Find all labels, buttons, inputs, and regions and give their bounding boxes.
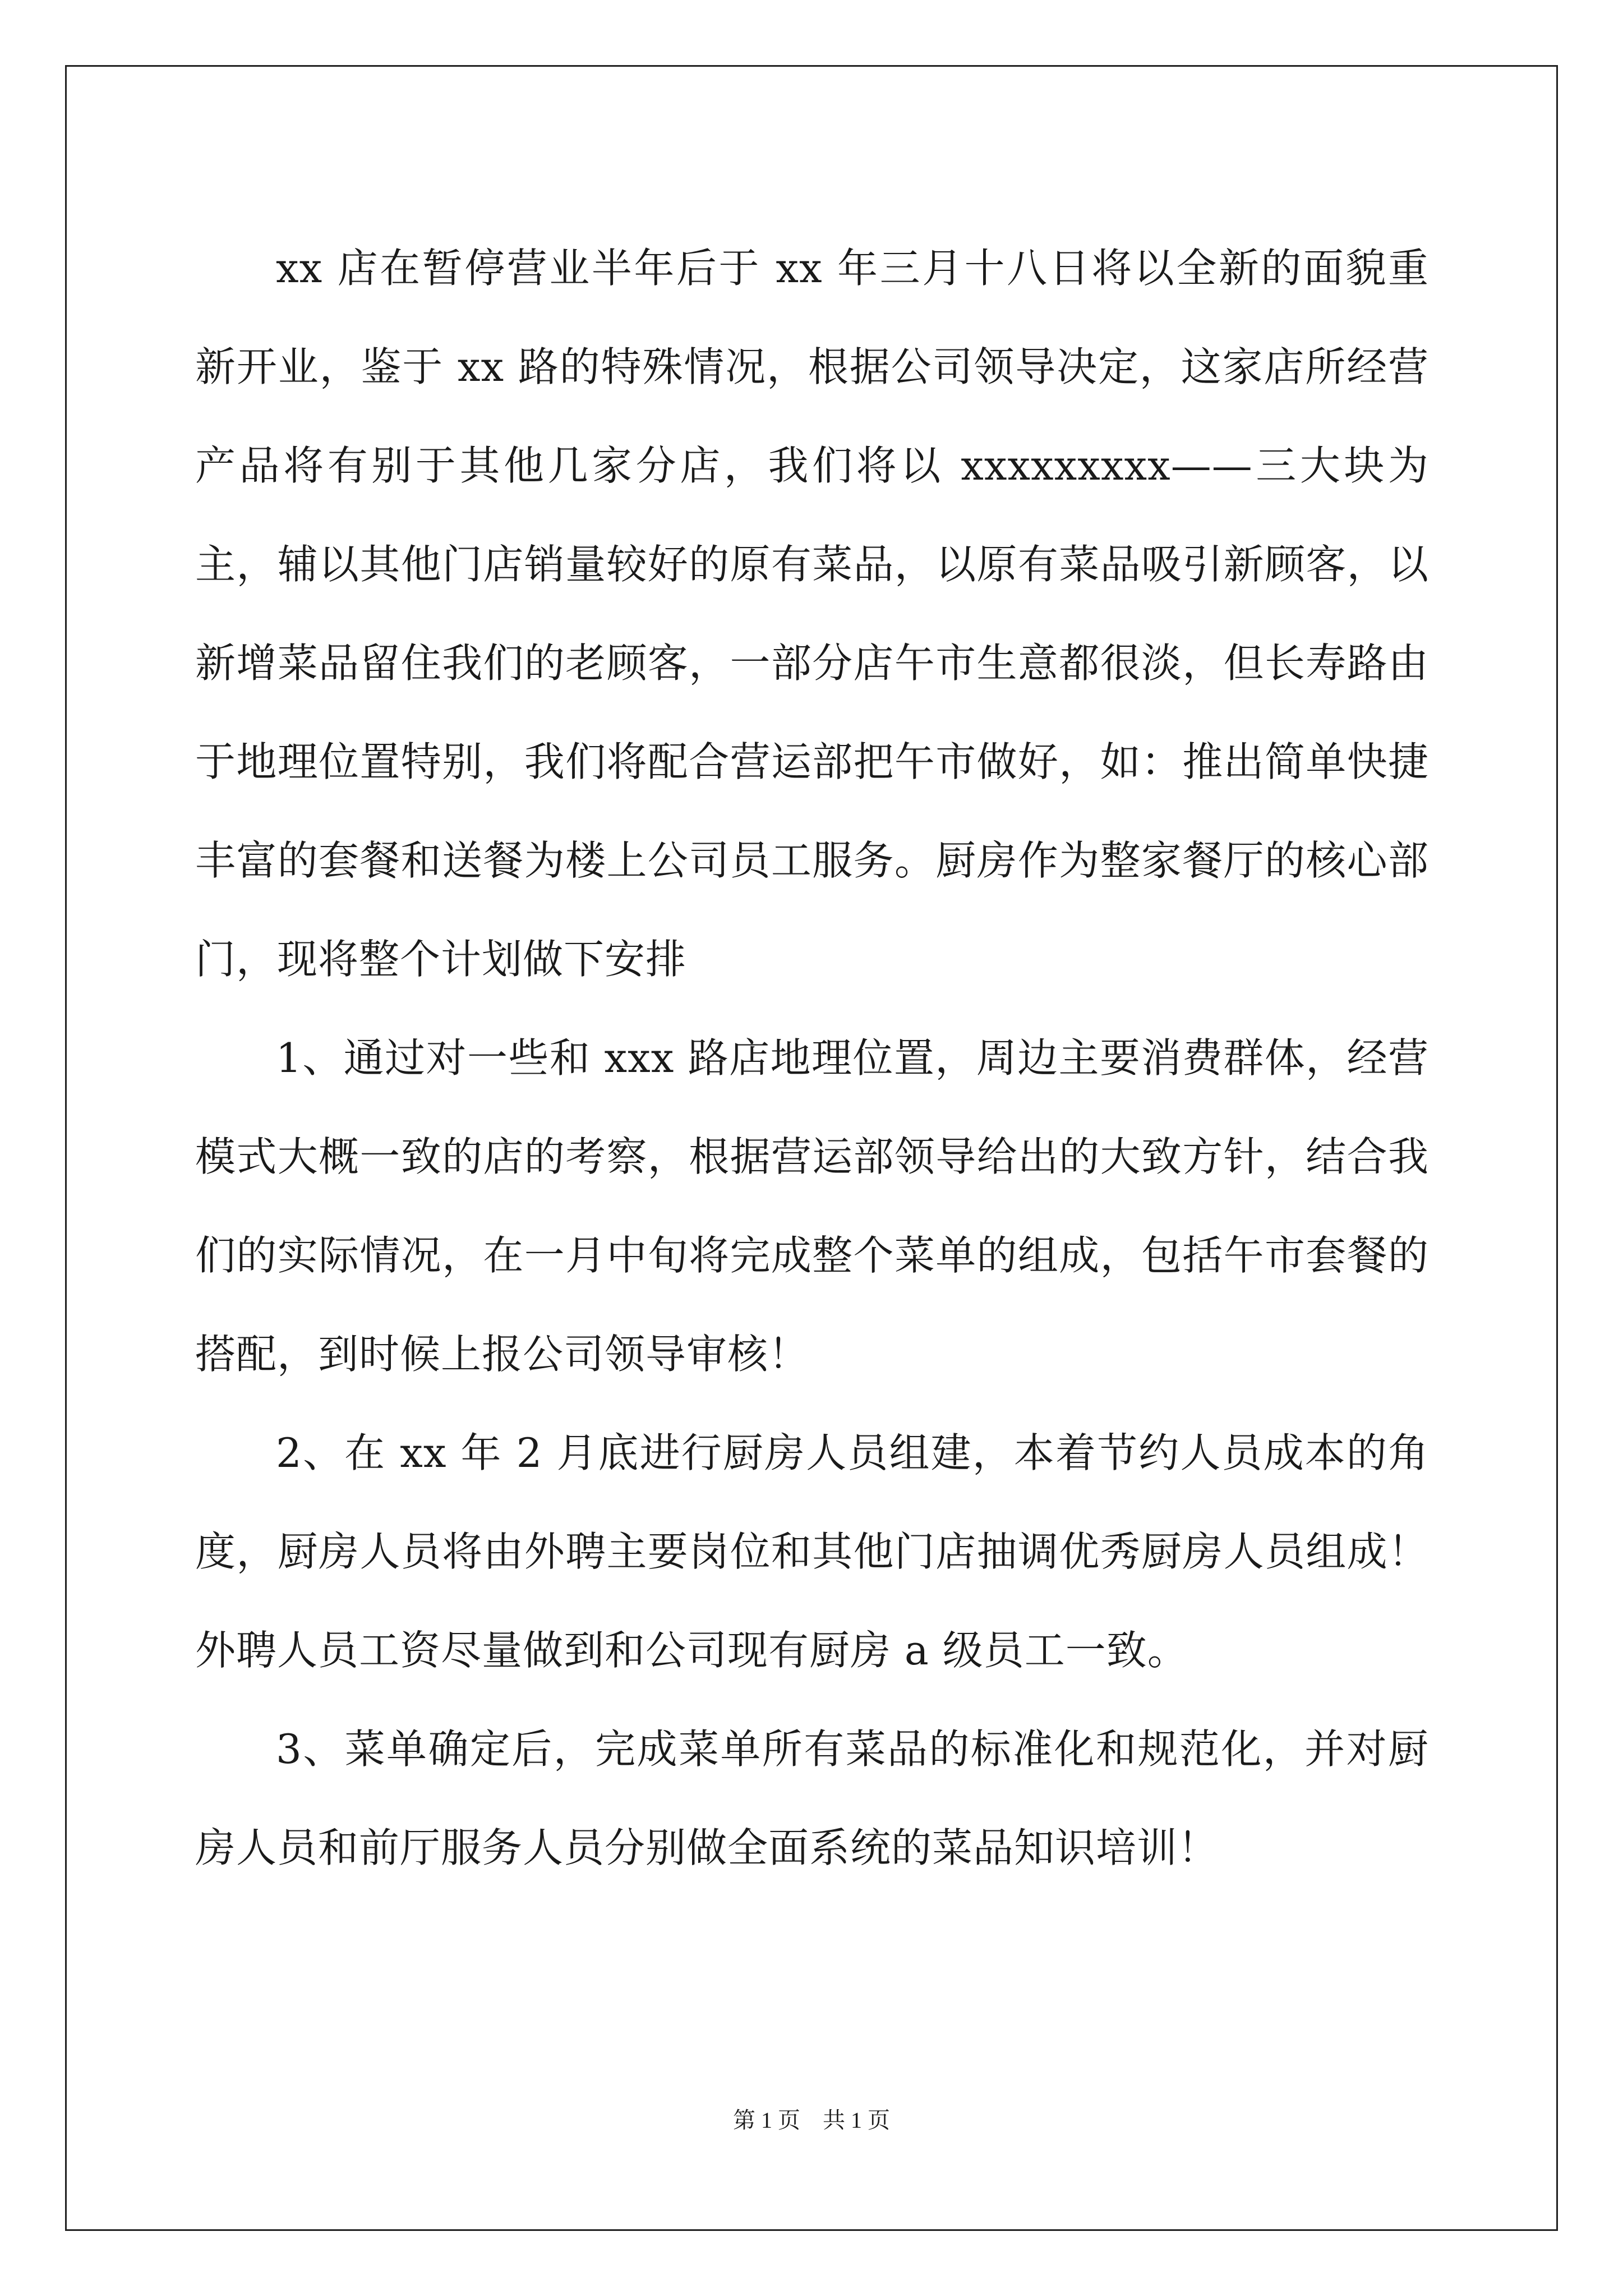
paragraph-item-1: 1、通过对一些和 xxx 路店地理位置，周边主要消费群体，经营模式大概一致的店的考察，根据营运部领导给出的大致方针，结合我们的实际情况，在一月中旬将完成整个菜单的组成，包括午市套餐的搭配，到时候上报公司领导审核！: [195, 1034, 1429, 1378]
document-body: [195, 219, 1429, 1897]
paragraph-item-2: 2、在 xx 年 2 月底进行厨房人员组建，本着节约人员成本的角度，厨房人员将由外聘主要岗位和其他门店抽调优秀厨房人员组成！外聘人员工资尽量做到和公司现有厨房 a 级员工一致。: [195, 1429, 1429, 1674]
paragraph-item-3: 3、菜单确定后，完成菜单所有菜品的标准化和规范化，并对厨房人员和前厅服务人员分别做全面系统的菜品知识培训！: [195, 1726, 1429, 1871]
paragraph-intro: xx 店在暂停营业半年后于 xx 年三月十八日将以全新的面貌重新开业，鉴于 xx 路的特殊情况，根据公司领导决定，这家店所经营产品将有别于其他几家分店，我们将以 xxxxxxxxx——三大块为主，辅以其他门店销量较好的原有菜品，以原有菜品吸引新顾客，以新增菜品留住我们的老顾客，一部分店午市生意都很淡，但长寿路由于地理位置特别，我们将配合营运部把午市做好，如：推出简单快捷丰富的套餐和送餐为楼上公司员工服务。厨房作为整家餐厅的核心部门，现将整个计划做下安排: [195, 245, 1429, 983]
page-number: 第 1 页 共 1 页: [733, 2108, 890, 2133]
page-footer: [0, 2104, 1623, 2137]
